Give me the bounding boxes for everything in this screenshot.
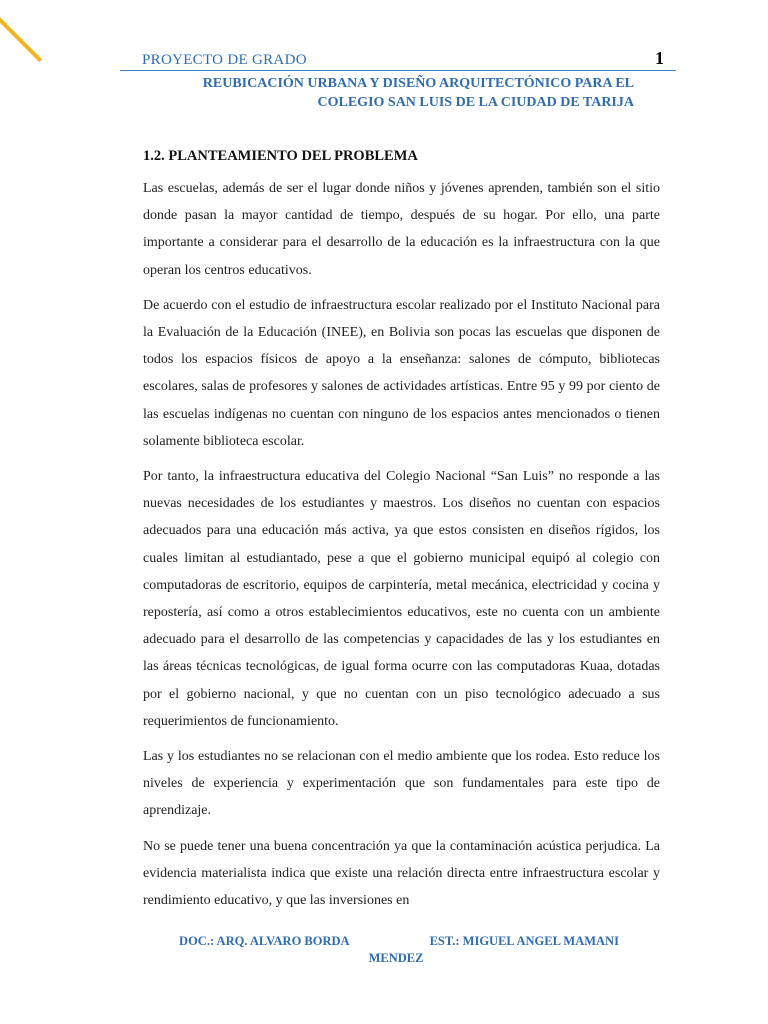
document-subtitle [120, 74, 634, 112]
header-divider [120, 70, 676, 71]
subtitle-line-2: COLEGIO SAN LUIS DE LA CIUDAD DE TARIJA [317, 95, 634, 110]
footer-student-surname: MENDEZ [368, 951, 424, 965]
footer-doc: DOC.: ARQ. ALVARO BORDA [179, 934, 350, 948]
paragraph: Las y los estudiantes no se relacionan con el medio ambiente que los rodea. Esto reduce los niveles de experiencia y experimentación que son fundamentales para este tipo de aprendizaje. [143, 749, 660, 819]
paragraph: De acuerdo con el estudio de infraestructura escolar realizado por el Instituto Nacional para la Evaluación de la Educación (INEE), en Bolivia son pocas las escuelas que disponen de todos los espacios físicos de apoyo a la enseñanza: salones de cómputo, bibliotecas escolares, salas de profesores y salones de actividades artísticas. Entre 95 y 99 por ciento de las escuelas indígenas no cuentan con ninguno de los espacios antes mencionados o tienen solamente biblioteca escolar. [143, 297, 660, 449]
paragraph: No se puede tener una buena concentración ya que la contaminación acústica perjudica. La evidencia materialista indica que existe una relación directa entre infraestructura escolar y rendimiento educativo, y que las inversiones en [143, 838, 660, 909]
page-footer [0, 934, 768, 966]
page-number: 1 [655, 48, 664, 68]
header-top-row [120, 48, 676, 69]
footer-authors-row [0, 934, 768, 949]
section-heading: 1.2. PLANTEAMIENTO DEL PROBLEMA [143, 148, 418, 164]
footer-student: EST.: MIGUEL ANGEL MAMANI [429, 934, 619, 948]
paragraph: Por tanto, la infraestructura educativa del Colegio Nacional “San Luis” no responde a las nuevas necesidades de los estudiantes y maestros. Los diseños no cuentan con espacios adecuados para una educación más activa, ya que estos consisten en diseños rígidos, los cuales limitan al estudiantado, pese a que el gobierno municipal equipó al colegio con computadoras de escritorio, equipos de carpintería, metal mecánica, electricidad y cocina y repostería, así como a otros establecimientos educativos, este no cuenta con un ambiente adecuado para el desarrollo de las competencias y capacidades de las y los estudiantes en las áreas técnicas tecnológicas, de igual forma ocurre con las computadoras Kuaa, dotadas por el gobierno nacional, y que no cuentan con un piso tecnológico adecuado a sus requerimientos de funcionamiento. [143, 469, 660, 729]
project-title: PROYECTO DE GRADO [142, 52, 307, 68]
main-content [143, 148, 660, 922]
subtitle-line-1: REUBICACIÓN URBANA Y DISEÑO ARQUITECTÓNICO PARA EL [202, 76, 634, 91]
corner-decoration [0, 13, 42, 62]
page-header [120, 48, 676, 71]
paragraph: Las escuelas, además de ser el lugar donde niños y jóvenes aprenden, también son el sitio donde pasan la mayor cantidad de tiempo, después de su hogar. Por ello, una parte importante a considerar para el desarrollo de la educación es la infraestructura con la que operan los centros educativos. [143, 181, 660, 278]
